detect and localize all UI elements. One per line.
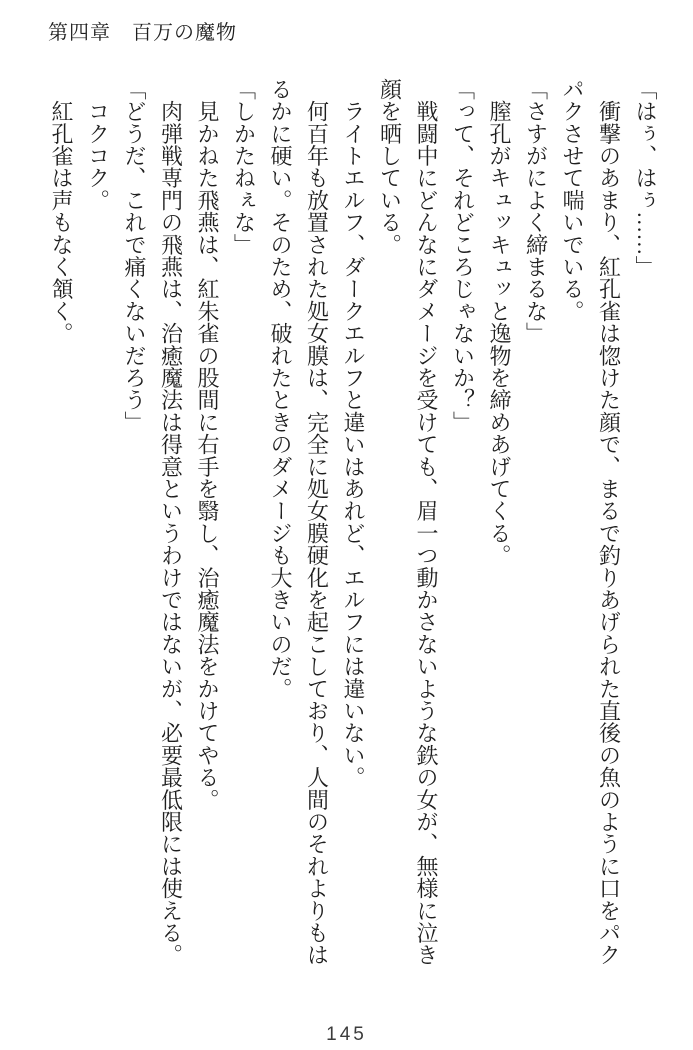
text-line: 戦闘中にどんなにダメージを受けても、眉一つ動かさないような鉄の女が、無様に泣き: [414, 78, 439, 966]
text-line: 顔を晒している。: [377, 78, 403, 256]
text-line: 「はぅ、はぅ……」: [633, 78, 658, 278]
text-line: 紅孔雀は声もなく頷く。: [49, 78, 74, 345]
body-text: [43, 78, 664, 988]
text-line: 「って、それどころじゃないか？」: [450, 78, 476, 434]
chapter-header: 第四章 百万の魔物: [48, 22, 237, 44]
text-line: パクさせて喘いでいる。: [560, 78, 585, 323]
text-line: 肉弾戦専門の飛燕は、治癒魔法は得意というわけではないが、必要最低限には使える。: [158, 78, 184, 966]
text-line: 膣孔がキュッキュッと逸物を締めあげてくる。: [487, 78, 512, 567]
text-line: コクコク。: [85, 78, 111, 212]
text-line: ライトエルフ、ダークエルフと違いはあれど、エルフには違いない。: [341, 78, 366, 789]
text-line: 「さすがによく締まるな」: [523, 78, 549, 345]
page-number: 145: [326, 1024, 367, 1045]
text-line: 「しかたねぇな」: [231, 78, 257, 256]
text-line: るかに硬い。そのため、破れたときのダメージも大きいのだ。: [268, 78, 293, 700]
text-line: 衝撃のあまり、紅孔雀は惚けた顔で、まるで釣りあげられた直後の魚のように口をパク: [596, 78, 622, 966]
text-line: 何百年も放置された処女膜は、完全に処女膜硬化を起こしており、人間のそれよりもは: [304, 78, 330, 966]
text-line: 見かねた飛燕は、紅朱雀の股間に右手を翳し、治癒魔法をかけてやる。: [195, 78, 220, 811]
text-line: 「どうだ、これで痛くないだろう」: [122, 78, 147, 434]
